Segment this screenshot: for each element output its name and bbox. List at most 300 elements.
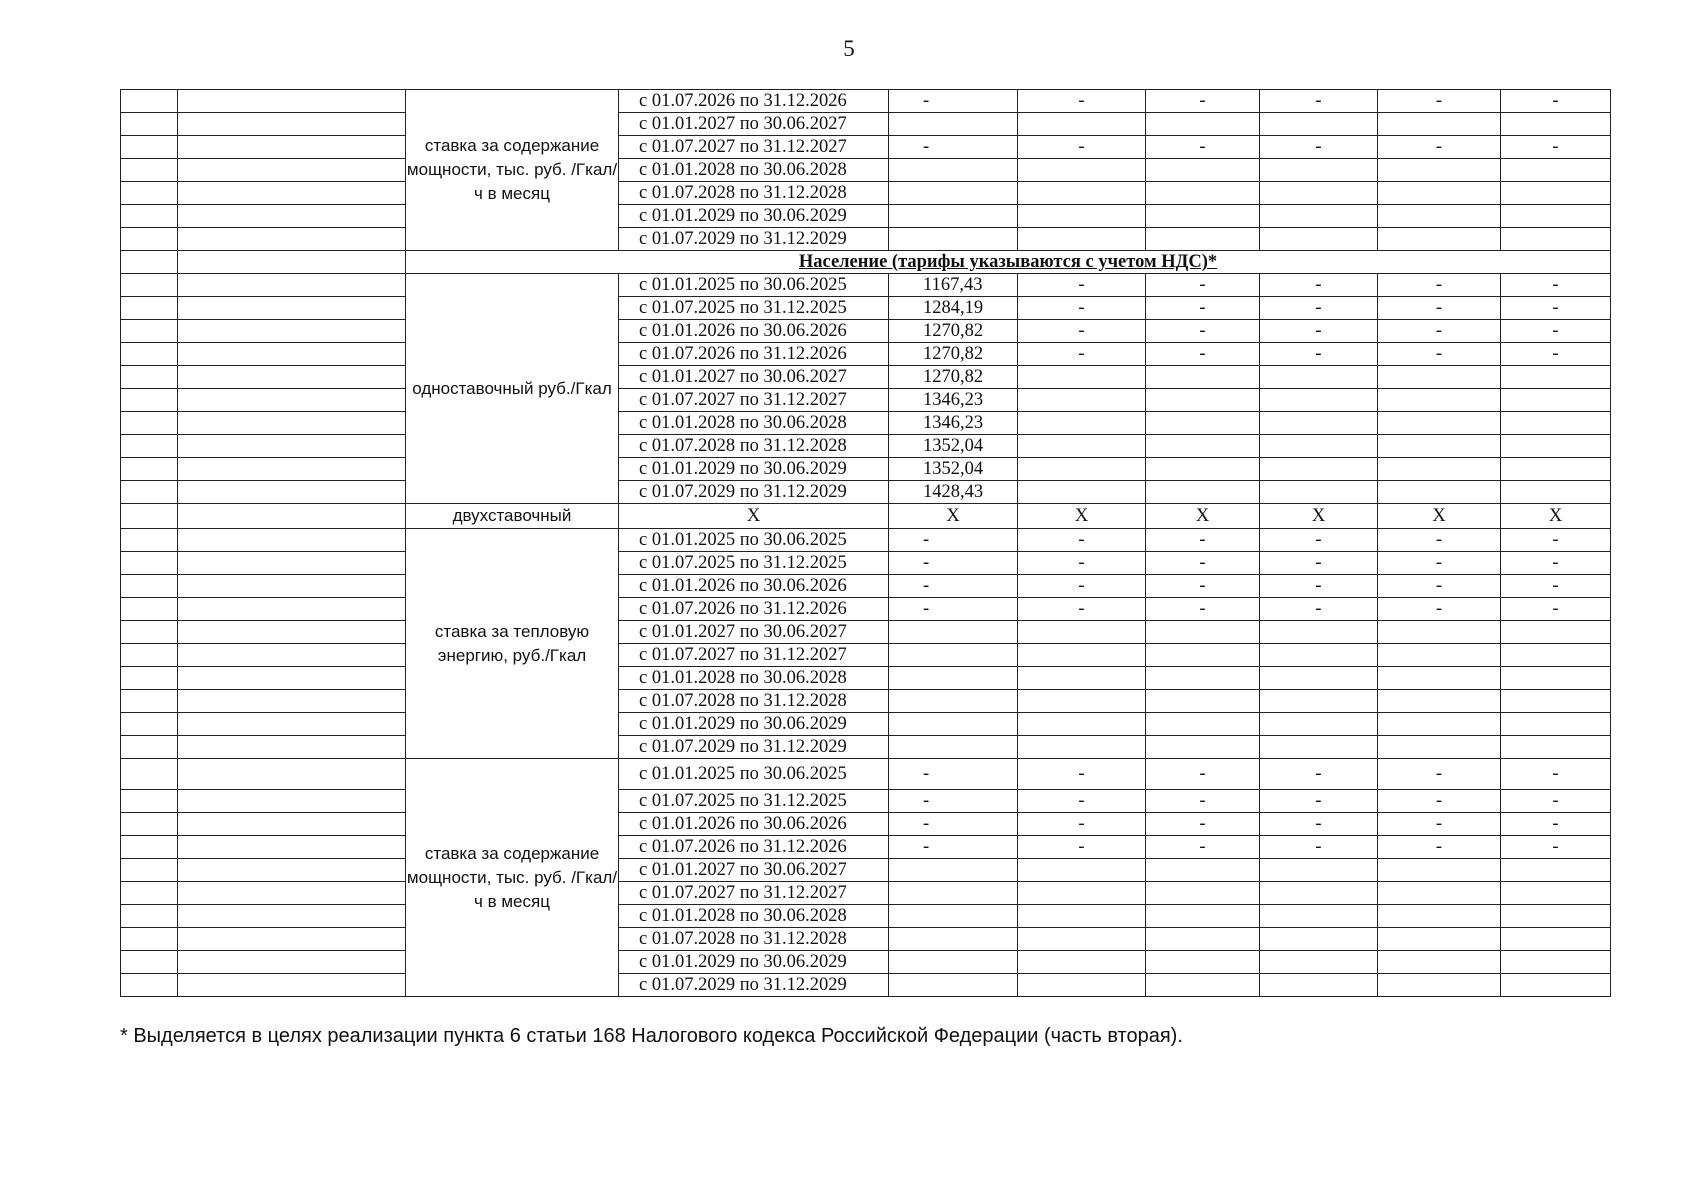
organization-cell	[178, 458, 406, 481]
value-cell	[1018, 859, 1146, 882]
table-row	[121, 228, 1611, 251]
value-cell	[1018, 435, 1146, 458]
value-cell	[1018, 113, 1146, 136]
tariff-type-label: ставка за содержание мощности, тыс. руб. /Гкал/ч в месяц	[406, 90, 619, 251]
row-number-cell	[121, 205, 178, 228]
value-cell: -	[1018, 320, 1146, 343]
organization-cell	[178, 389, 406, 412]
value-cell	[1378, 366, 1501, 389]
row-number-cell	[121, 182, 178, 205]
tariff-type-label: двухставочный	[406, 504, 619, 529]
table-row	[121, 813, 1611, 836]
value-cell	[1378, 667, 1501, 690]
value-cell	[1018, 412, 1146, 435]
organization-cell	[178, 274, 406, 297]
value-cell: -	[1378, 759, 1501, 790]
table-row	[121, 667, 1611, 690]
value-cell: -	[1260, 529, 1378, 552]
organization-cell	[178, 251, 406, 274]
row-number-cell	[121, 366, 178, 389]
value-cell: 1270,82	[889, 343, 1018, 366]
table-row	[121, 389, 1611, 412]
value-cell	[1378, 736, 1501, 759]
row-number-cell	[121, 690, 178, 713]
tariff-table-body	[121, 90, 1611, 997]
value-cell: -	[1501, 552, 1611, 575]
value-cell	[1146, 113, 1260, 136]
value-cell	[1260, 435, 1378, 458]
value-cell: -	[1501, 575, 1611, 598]
table-row	[121, 621, 1611, 644]
value-cell	[1146, 159, 1260, 182]
value-cell	[1501, 882, 1611, 905]
value-cell	[1260, 951, 1378, 974]
value-cell	[889, 736, 1018, 759]
value-cell: -	[1378, 297, 1501, 320]
value-cell	[1146, 859, 1260, 882]
row-number-cell	[121, 974, 178, 997]
section-header-row	[121, 251, 1611, 274]
value-cell: -	[889, 813, 1018, 836]
organization-cell	[178, 320, 406, 343]
table-row	[121, 552, 1611, 575]
period-cell: с 01.07.2029 по 31.12.2029	[619, 228, 889, 251]
table-row	[121, 644, 1611, 667]
value-cell: -	[1260, 274, 1378, 297]
organization-cell	[178, 228, 406, 251]
period-cell: с 01.07.2026 по 31.12.2026	[619, 90, 889, 113]
row-number-cell	[121, 389, 178, 412]
value-cell	[889, 713, 1018, 736]
value-cell: -	[1018, 575, 1146, 598]
row-number-cell	[121, 644, 178, 667]
value-cell: -	[1018, 297, 1146, 320]
row-number-cell	[121, 297, 178, 320]
value-cell: -	[1378, 836, 1501, 859]
period-cell: с 01.01.2025 по 30.06.2025	[619, 759, 889, 790]
value-cell: -	[1378, 320, 1501, 343]
row-number-cell	[121, 667, 178, 690]
period-cell: с 01.01.2027 по 30.06.2027	[619, 366, 889, 389]
organization-cell	[178, 598, 406, 621]
period-cell: с 01.07.2026 по 31.12.2026	[619, 836, 889, 859]
organization-cell	[178, 736, 406, 759]
period-cell: с 01.07.2026 по 31.12.2026	[619, 343, 889, 366]
period-cell: с 01.01.2026 по 30.06.2026	[619, 813, 889, 836]
period-cell: с 01.07.2028 по 31.12.2028	[619, 435, 889, 458]
value-cell	[1146, 974, 1260, 997]
value-cell: -	[1260, 320, 1378, 343]
table-row	[121, 113, 1611, 136]
table-row	[121, 736, 1611, 759]
value-cell	[1146, 412, 1260, 435]
value-cell	[1018, 159, 1146, 182]
value-cell	[1018, 736, 1146, 759]
row-number-cell	[121, 928, 178, 951]
value-cell	[889, 859, 1018, 882]
value-cell: -	[1501, 320, 1611, 343]
row-number-cell	[121, 481, 178, 504]
value-cell	[1018, 621, 1146, 644]
tariff-table-container	[120, 89, 1611, 997]
table-row	[121, 836, 1611, 859]
period-cell: с 01.01.2028 по 30.06.2028	[619, 412, 889, 435]
value-cell: -	[1501, 759, 1611, 790]
value-cell	[1018, 713, 1146, 736]
value-cell	[889, 228, 1018, 251]
row-number-cell	[121, 504, 178, 529]
value-cell	[1378, 458, 1501, 481]
cross-mark-cell: Х	[889, 504, 1018, 529]
value-cell: -	[1378, 529, 1501, 552]
value-cell	[1378, 928, 1501, 951]
value-cell	[889, 159, 1018, 182]
value-cell	[1260, 182, 1378, 205]
value-cell	[1501, 205, 1611, 228]
period-cell: с 01.01.2025 по 30.06.2025	[619, 274, 889, 297]
value-cell	[1146, 458, 1260, 481]
row-number-cell	[121, 228, 178, 251]
value-cell: -	[1146, 90, 1260, 113]
value-cell: -	[1146, 529, 1260, 552]
period-cell: с 01.01.2028 по 30.06.2028	[619, 159, 889, 182]
value-cell: -	[1018, 343, 1146, 366]
table-row	[121, 790, 1611, 813]
organization-cell	[178, 205, 406, 228]
value-cell: -	[1146, 320, 1260, 343]
value-cell: -	[1378, 552, 1501, 575]
organization-cell	[178, 790, 406, 813]
value-cell: -	[1501, 297, 1611, 320]
cross-mark-cell: Х	[619, 504, 889, 529]
organization-cell	[178, 435, 406, 458]
footnote: * Выделяется в целях реализации пункта 6 статьи 168 Налогового кодекса Российской Федерации (часть вторая).	[120, 1025, 1183, 1047]
row-number-cell	[121, 836, 178, 859]
period-cell: с 01.07.2027 по 31.12.2027	[619, 882, 889, 905]
value-cell: -	[1018, 790, 1146, 813]
organization-cell	[178, 928, 406, 951]
value-cell	[1018, 667, 1146, 690]
value-cell	[1146, 951, 1260, 974]
row-number-cell	[121, 251, 178, 274]
value-cell: 1346,23	[889, 389, 1018, 412]
period-cell: с 01.01.2027 по 30.06.2027	[619, 621, 889, 644]
cross-mark-cell: Х	[1018, 504, 1146, 529]
value-cell	[1378, 159, 1501, 182]
value-cell	[889, 644, 1018, 667]
table-row	[121, 575, 1611, 598]
organization-cell	[178, 951, 406, 974]
table-row	[121, 859, 1611, 882]
value-cell: -	[1018, 598, 1146, 621]
value-cell: -	[1146, 343, 1260, 366]
value-cell	[1501, 905, 1611, 928]
value-cell: -	[1260, 790, 1378, 813]
row-number-cell	[121, 575, 178, 598]
row-number-cell	[121, 113, 178, 136]
table-row	[121, 366, 1611, 389]
value-cell: -	[1260, 836, 1378, 859]
table-row	[121, 690, 1611, 713]
value-cell	[1501, 159, 1611, 182]
value-cell: -	[1501, 813, 1611, 836]
value-cell	[1018, 182, 1146, 205]
value-cell	[1378, 905, 1501, 928]
row-number-cell	[121, 159, 178, 182]
value-cell	[889, 928, 1018, 951]
period-cell: с 01.01.2025 по 30.06.2025	[619, 529, 889, 552]
organization-cell	[178, 905, 406, 928]
value-cell	[1501, 974, 1611, 997]
period-cell: с 01.07.2027 по 31.12.2027	[619, 644, 889, 667]
tariff-type-label: ставка за содержание мощности, тыс. руб. /Гкал/ч в месяц	[406, 759, 619, 997]
value-cell: -	[889, 836, 1018, 859]
value-cell	[1378, 435, 1501, 458]
value-cell: -	[1260, 343, 1378, 366]
value-cell: -	[1018, 529, 1146, 552]
table-row	[121, 435, 1611, 458]
table-row	[121, 320, 1611, 343]
row-number-cell	[121, 882, 178, 905]
value-cell: -	[1018, 836, 1146, 859]
value-cell	[1501, 859, 1611, 882]
organization-cell	[178, 859, 406, 882]
period-cell: с 01.07.2025 по 31.12.2025	[619, 552, 889, 575]
value-cell: -	[1260, 552, 1378, 575]
value-cell	[1501, 951, 1611, 974]
period-cell: с 01.07.2029 по 31.12.2029	[619, 481, 889, 504]
value-cell	[1378, 205, 1501, 228]
value-cell: -	[1260, 297, 1378, 320]
value-cell	[1146, 205, 1260, 228]
value-cell: -	[1146, 274, 1260, 297]
value-cell	[889, 113, 1018, 136]
value-cell: -	[1018, 136, 1146, 159]
value-cell	[1378, 412, 1501, 435]
value-cell: -	[1018, 759, 1146, 790]
value-cell: -	[1501, 529, 1611, 552]
row-number-cell	[121, 435, 178, 458]
value-cell: -	[1378, 598, 1501, 621]
value-cell	[1260, 481, 1378, 504]
value-cell	[1260, 974, 1378, 997]
value-cell	[1501, 113, 1611, 136]
table-row	[121, 297, 1611, 320]
period-cell: с 01.07.2026 по 31.12.2026	[619, 598, 889, 621]
value-cell	[1501, 928, 1611, 951]
value-cell: -	[1146, 552, 1260, 575]
value-cell: -	[1146, 759, 1260, 790]
organization-cell	[178, 182, 406, 205]
value-cell	[889, 621, 1018, 644]
value-cell	[1378, 228, 1501, 251]
value-cell: -	[1378, 274, 1501, 297]
organization-cell	[178, 113, 406, 136]
value-cell: -	[1018, 274, 1146, 297]
row-number-cell	[121, 458, 178, 481]
value-cell: 1352,04	[889, 458, 1018, 481]
organization-cell	[178, 882, 406, 905]
value-cell	[889, 182, 1018, 205]
cross-mark-cell: Х	[1501, 504, 1611, 529]
value-cell	[1260, 905, 1378, 928]
value-cell	[1378, 113, 1501, 136]
value-cell	[889, 905, 1018, 928]
organization-cell	[178, 575, 406, 598]
value-cell	[1378, 882, 1501, 905]
value-cell	[1501, 435, 1611, 458]
value-cell	[1378, 481, 1501, 504]
table-row	[121, 90, 1611, 113]
organization-cell	[178, 90, 406, 113]
value-cell	[1501, 736, 1611, 759]
organization-cell	[178, 813, 406, 836]
row-number-cell	[121, 905, 178, 928]
table-row	[121, 951, 1611, 974]
value-cell: 1270,82	[889, 320, 1018, 343]
value-cell	[1501, 366, 1611, 389]
organization-cell	[178, 481, 406, 504]
table-row	[121, 974, 1611, 997]
organization-cell	[178, 759, 406, 790]
table-row	[121, 458, 1611, 481]
value-cell	[1260, 928, 1378, 951]
cross-mark-cell: Х	[1378, 504, 1501, 529]
value-cell	[1146, 667, 1260, 690]
row-number-cell	[121, 736, 178, 759]
value-cell	[1260, 113, 1378, 136]
value-cell: -	[1260, 759, 1378, 790]
value-cell	[1146, 182, 1260, 205]
period-cell: с 01.07.2025 по 31.12.2025	[619, 790, 889, 813]
value-cell: -	[1378, 90, 1501, 113]
value-cell	[1378, 644, 1501, 667]
row-number-cell	[121, 621, 178, 644]
row-number-cell	[121, 343, 178, 366]
value-cell	[1378, 974, 1501, 997]
period-cell: с 01.01.2027 по 30.06.2027	[619, 859, 889, 882]
table-row	[121, 159, 1611, 182]
cross-mark-cell: Х	[1260, 504, 1378, 529]
value-cell	[1146, 435, 1260, 458]
value-cell	[1018, 882, 1146, 905]
table-row	[121, 598, 1611, 621]
value-cell	[1146, 481, 1260, 504]
value-cell: -	[1378, 813, 1501, 836]
organization-cell	[178, 343, 406, 366]
period-cell: с 01.01.2028 по 30.06.2028	[619, 667, 889, 690]
organization-cell	[178, 297, 406, 320]
value-cell: -	[1146, 790, 1260, 813]
value-cell	[1378, 182, 1501, 205]
table-row	[121, 759, 1611, 790]
value-cell	[1260, 736, 1378, 759]
value-cell: -	[1146, 836, 1260, 859]
table-row	[121, 182, 1611, 205]
value-cell	[1018, 974, 1146, 997]
value-cell: -	[1146, 813, 1260, 836]
value-cell	[1260, 859, 1378, 882]
table-row	[121, 529, 1611, 552]
value-cell: -	[1146, 136, 1260, 159]
value-cell: 1346,23	[889, 412, 1018, 435]
value-cell	[1018, 228, 1146, 251]
value-cell	[1378, 951, 1501, 974]
value-cell: -	[889, 759, 1018, 790]
value-cell	[1501, 690, 1611, 713]
value-cell: -	[1501, 274, 1611, 297]
value-cell	[1018, 928, 1146, 951]
value-cell	[1146, 644, 1260, 667]
value-cell: -	[1378, 790, 1501, 813]
value-cell: -	[1501, 598, 1611, 621]
value-cell: -	[889, 529, 1018, 552]
organization-cell	[178, 690, 406, 713]
period-cell: с 01.01.2029 по 30.06.2029	[619, 713, 889, 736]
table-row	[121, 205, 1611, 228]
value-cell: -	[1146, 297, 1260, 320]
value-cell	[1378, 713, 1501, 736]
table-row	[121, 928, 1611, 951]
value-cell	[1018, 481, 1146, 504]
tariff-type-label: одноставочный руб./Гкал	[406, 274, 619, 504]
value-cell	[889, 667, 1018, 690]
value-cell: -	[1378, 343, 1501, 366]
row-number-cell	[121, 320, 178, 343]
value-cell	[1260, 713, 1378, 736]
value-cell	[1018, 389, 1146, 412]
value-cell	[1146, 736, 1260, 759]
value-cell	[1501, 458, 1611, 481]
value-cell: -	[1501, 90, 1611, 113]
organization-cell	[178, 667, 406, 690]
value-cell: -	[1018, 90, 1146, 113]
value-cell	[889, 690, 1018, 713]
value-cell	[1146, 389, 1260, 412]
value-cell: -	[1501, 836, 1611, 859]
value-cell	[1146, 690, 1260, 713]
organization-cell	[178, 136, 406, 159]
table-row	[121, 905, 1611, 928]
value-cell	[1260, 621, 1378, 644]
value-cell	[1018, 366, 1146, 389]
value-cell: -	[1146, 575, 1260, 598]
value-cell	[1260, 644, 1378, 667]
value-cell: -	[1260, 598, 1378, 621]
organization-cell	[178, 504, 406, 529]
value-cell	[889, 974, 1018, 997]
value-cell	[889, 882, 1018, 905]
row-number-cell	[121, 529, 178, 552]
value-cell: -	[889, 90, 1018, 113]
period-cell: с 01.07.2029 по 31.12.2029	[619, 974, 889, 997]
table-row	[121, 343, 1611, 366]
row-number-cell	[121, 274, 178, 297]
value-cell	[1501, 389, 1611, 412]
period-cell: с 01.01.2029 по 30.06.2029	[619, 951, 889, 974]
value-cell	[1260, 228, 1378, 251]
table-row	[121, 136, 1611, 159]
value-cell: 1284,19	[889, 297, 1018, 320]
period-cell: с 01.07.2027 по 31.12.2027	[619, 136, 889, 159]
value-cell	[1018, 205, 1146, 228]
value-cell: -	[1146, 598, 1260, 621]
row-number-cell	[121, 713, 178, 736]
value-cell	[1260, 412, 1378, 435]
value-cell	[1018, 690, 1146, 713]
period-cell: с 01.07.2028 по 31.12.2028	[619, 928, 889, 951]
cross-mark-cell: Х	[1146, 504, 1260, 529]
